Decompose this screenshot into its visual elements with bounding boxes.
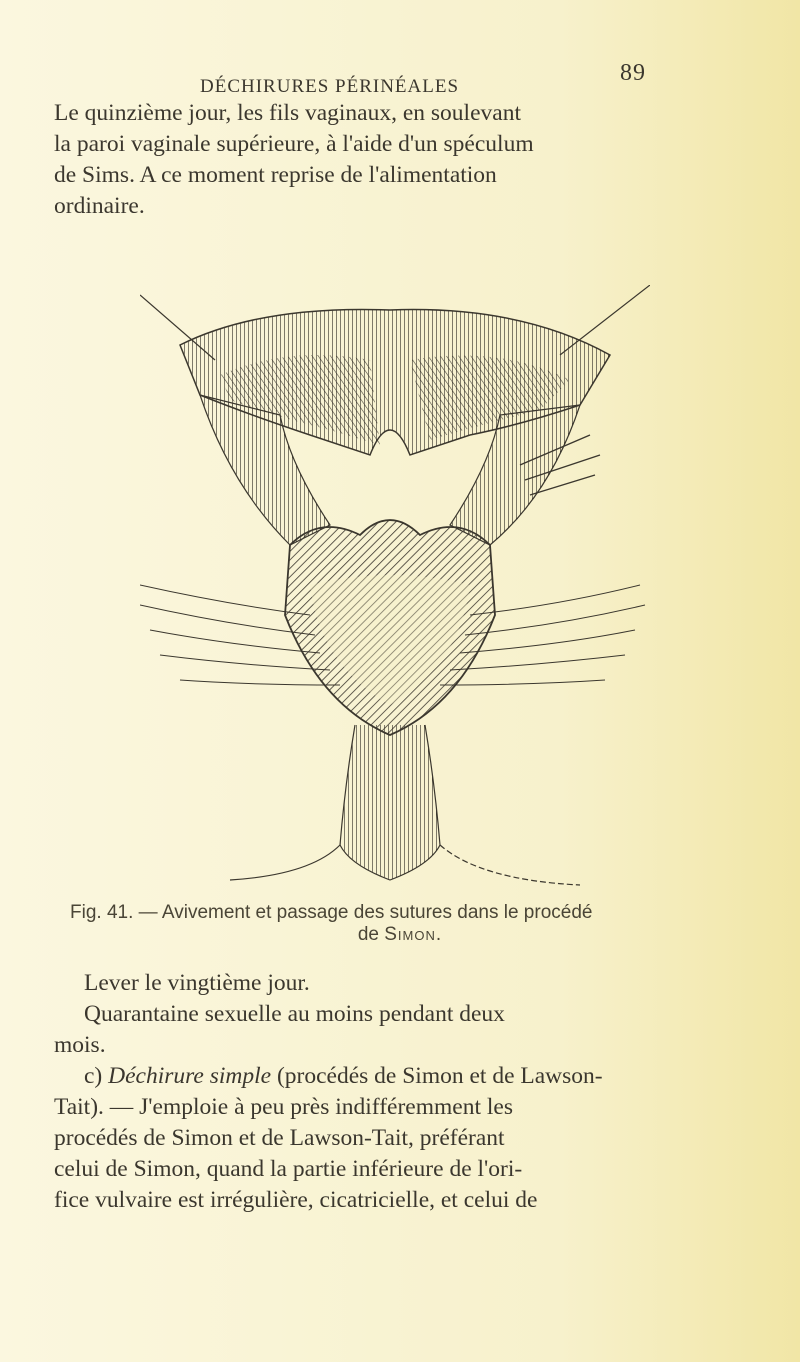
caption-line-2 [70,924,770,946]
text-line [54,1061,774,1092]
caption-line2-prefix: de [357,924,379,945]
caption-author: Simon. [384,924,443,945]
paragraph-1 [54,98,774,222]
text-line: Lever le vingtième jour. [84,970,310,996]
text-line: Tait). — J'emploie à peu près indifféremment les [54,1094,513,1120]
text-line: fice vulvaire est irrégulière, cicatricielle, et celui de [54,1187,538,1213]
page-number: 89 [620,60,646,86]
text-line: ordinaire. [54,193,145,219]
text-line: la paroi vaginale supérieure, à l'aide d'un spéculum [54,131,534,157]
paragraph-2 [54,968,774,1216]
text-line: Quarantaine sexuelle au moins pendant deux [84,1001,505,1027]
caption-text: Avivement et passage des sutures dans le procédé [161,902,593,923]
figure-caption [70,902,770,946]
text-line: celui de Simon, quand la partie inférieure de l'ori- [54,1156,523,1182]
text-line: Le quinzième jour, les fils vaginaux, en soulevant [54,100,521,126]
section-marker: c) [84,1063,109,1089]
text-line: mois. [54,1032,106,1058]
running-title: DÉCHIRURES PÉRINÉALES [200,76,460,97]
text-line: de Sims. A ce moment reprise de l'alimentation [54,162,497,188]
surgical-illustration [140,285,650,890]
text-line: procédés de Simon et de Lawson-Tait, préférant [54,1125,505,1151]
text-segment: (procédés de Simon et de Lawson- [271,1063,603,1089]
caption-label: Fig. 41. [70,902,134,923]
caption-dash: — [138,902,158,923]
section-heading: Déchirure simple [108,1063,272,1089]
